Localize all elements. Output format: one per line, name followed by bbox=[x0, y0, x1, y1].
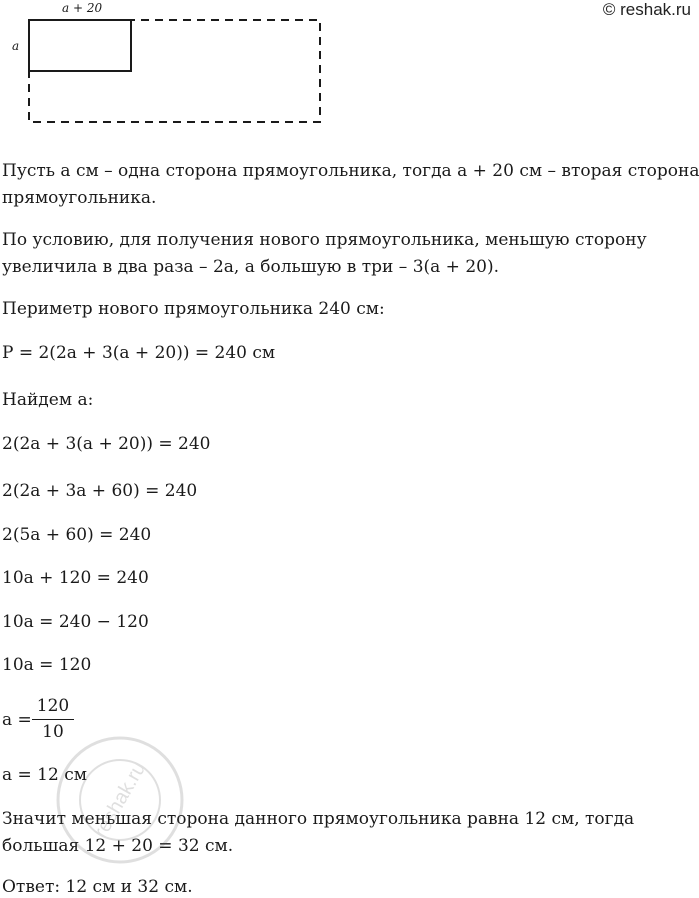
fraction-numerator: 120 bbox=[36, 696, 70, 716]
original-rectangle bbox=[29, 20, 131, 71]
text-line-3: По условию, для получения нового прямоугольника, меньшую сторону bbox=[2, 230, 647, 250]
equation-5: 10a = 240 − 120 bbox=[2, 612, 149, 632]
text-line-find: Найдем a: bbox=[2, 390, 94, 410]
label-side: a bbox=[12, 39, 20, 53]
equation-3: 2(5a + 60) = 240 bbox=[2, 525, 152, 545]
text-line-1: Пусть a см – одна сторона прямоугольника, тогда a + 20 см – вторая сторона bbox=[2, 161, 699, 181]
equation-1: 2(2a + 3(a + 20)) = 240 bbox=[2, 434, 211, 454]
conclusion-line-2: большая 12 + 20 = 32 см. bbox=[2, 836, 234, 856]
conclusion-line-1: Значит меньшая сторона данного прямоугольника равна 12 см, тогда bbox=[2, 809, 635, 829]
stamp-text: reshak.ru bbox=[89, 758, 151, 842]
equation-2: 2(2a + 3a + 60) = 240 bbox=[2, 481, 198, 501]
answer-line: Ответ: 12 см и 32 см. bbox=[2, 877, 193, 897]
equation-perimeter: P = 2(2a + 3(a + 20)) = 240 см bbox=[2, 343, 276, 363]
fraction-bar bbox=[32, 719, 74, 720]
text-line-5: Периметр нового прямоугольника 240 см: bbox=[2, 299, 385, 319]
fraction-lhs: a = bbox=[2, 710, 32, 730]
text-line-2: прямоугольника. bbox=[2, 188, 157, 208]
equation-4: 10a + 120 = 240 bbox=[2, 568, 149, 588]
text-line-4: увеличила в два раза – 2a, а большую в три – 3(a + 20). bbox=[2, 257, 499, 277]
fraction-denominator: 10 bbox=[42, 722, 64, 742]
equation-6: 10a = 120 bbox=[2, 655, 92, 675]
equation-result: a = 12 см bbox=[2, 765, 87, 785]
label-top: a + 20 bbox=[62, 1, 103, 15]
rectangle-diagram bbox=[0, 0, 340, 130]
watermark-text: © reshak.ru bbox=[602, 0, 691, 19]
